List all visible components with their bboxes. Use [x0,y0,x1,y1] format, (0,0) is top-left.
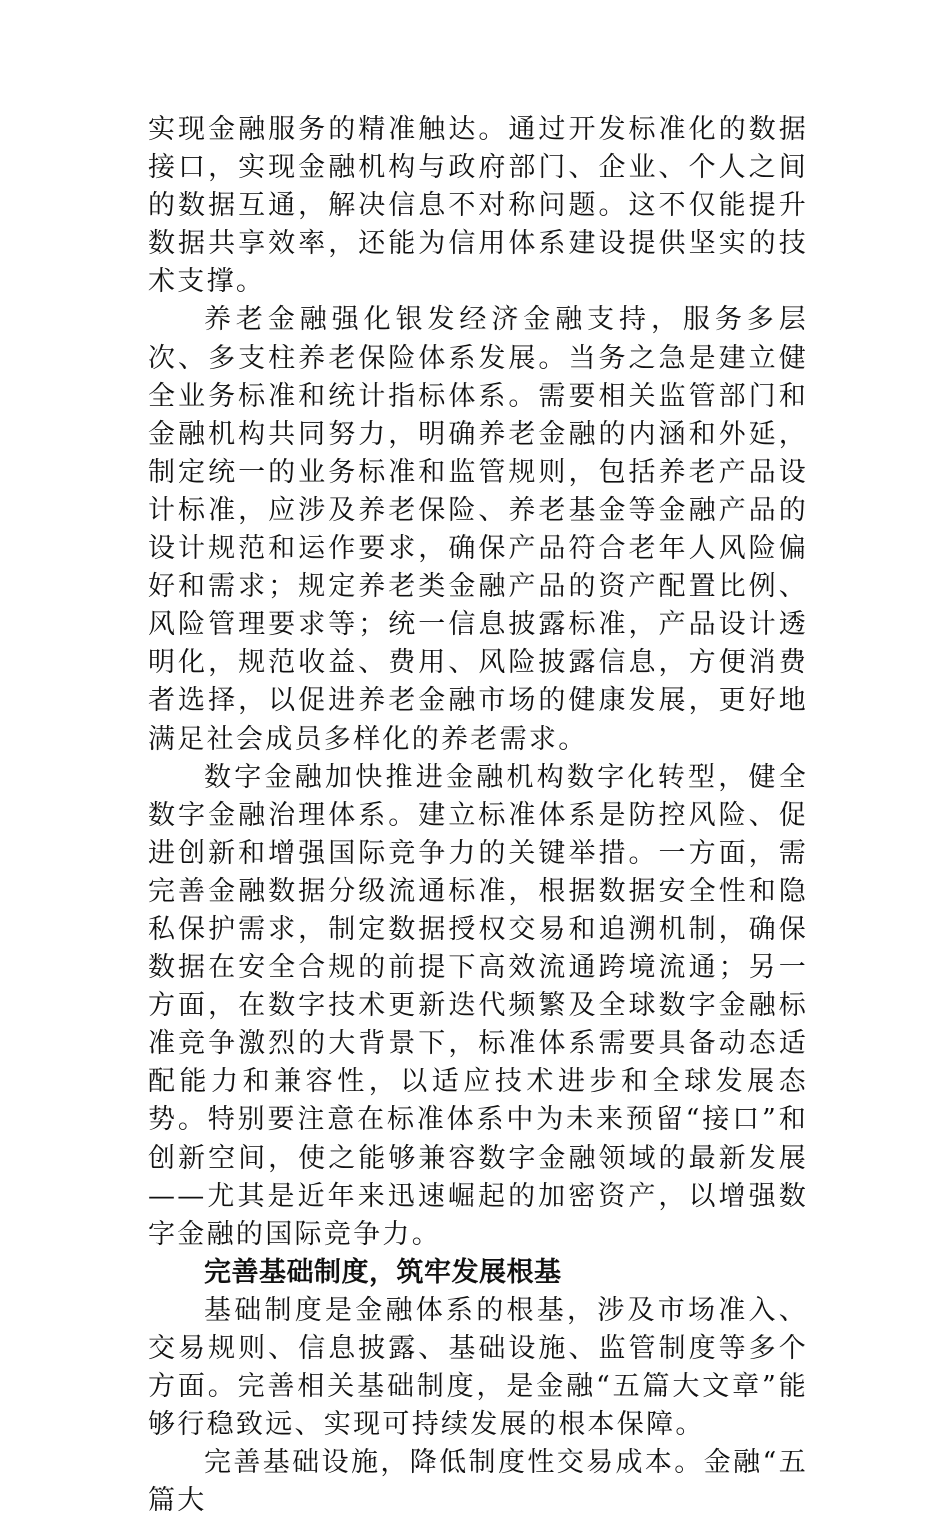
paragraph-digital-finance: 数字金融加快推进金融机构数字化转型，健全数字金融治理体系。建立标准体系是防控风险、促进创新和增强国际竞争力的关键举措。一方面，需完善金融数据分级流通标准，根据数据安全性和隐私保护需求，制定数据授权交易和追溯机制，确保数据在安全合规的前提下高效流通跨境流通；另一方面，在数字技术更新迭代频繁及全球数字金融标准竞争激烈的大背景下，标准体系需要具备动态适配能力和兼容性，以适应技术进步和全球发展态势。特别要注意在标准体系中为未来预留“接口”和创新空间，使之能够兼容数字金融领域的最新发展——尤其是近年来迅速崛起的加密资产，以增强数字金融的国际竞争力。 [148,761,808,1250]
paragraph-intro-continuation: 实现金融服务的精准触达。通过开发标准化的数据接口，实现金融机构与政府部门、企业、个人之间的数据互通，解决信息不对称问题。这不仅能提升数据共享效率，还能为信用体系建设提供坚实的技术支撑。 [148,114,808,298]
paragraph-infrastructure: 完善基础设施，降低制度性交易成本。金融“五篇大 [148,1447,808,1517]
paragraph-pension-finance: 养老金融强化银发经济金融支持，服务多层次、多支柱养老保险体系发展。当务之急是建立健全业务标准和统计指标体系。需要相关监管部门和金融机构共同努力，明确养老金融的内涵和外延，制定统一的业务标准和监管规则，包括养老产品设计标准，应涉及养老保险、养老基金等金融产品的设计规范和运作要求，确保产品符合老年人风险偏好和需求；规定养老类金融产品的资产配置比例、风险管理要求等；统一信息披露标准，产品设计透明化，规范收益、费用、风险披露信息，方便消费者选择，以促进养老金融市场的健康发展，更好地满足社会成员多样化的养老需求。 [148,304,808,755]
paragraph-basic-system: 基础制度是金融体系的根基，涉及市场准入、交易规则、信息披露、基础设施、监管制度等多个方面。完善相关基础制度，是金融“五篇大文章”能够行稳致远、实现可持续发展的根本保障。 [148,1294,808,1441]
section-heading: 完善基础制度，筑牢发展根基 [204,1256,562,1288]
document-page [148,111,808,1520]
